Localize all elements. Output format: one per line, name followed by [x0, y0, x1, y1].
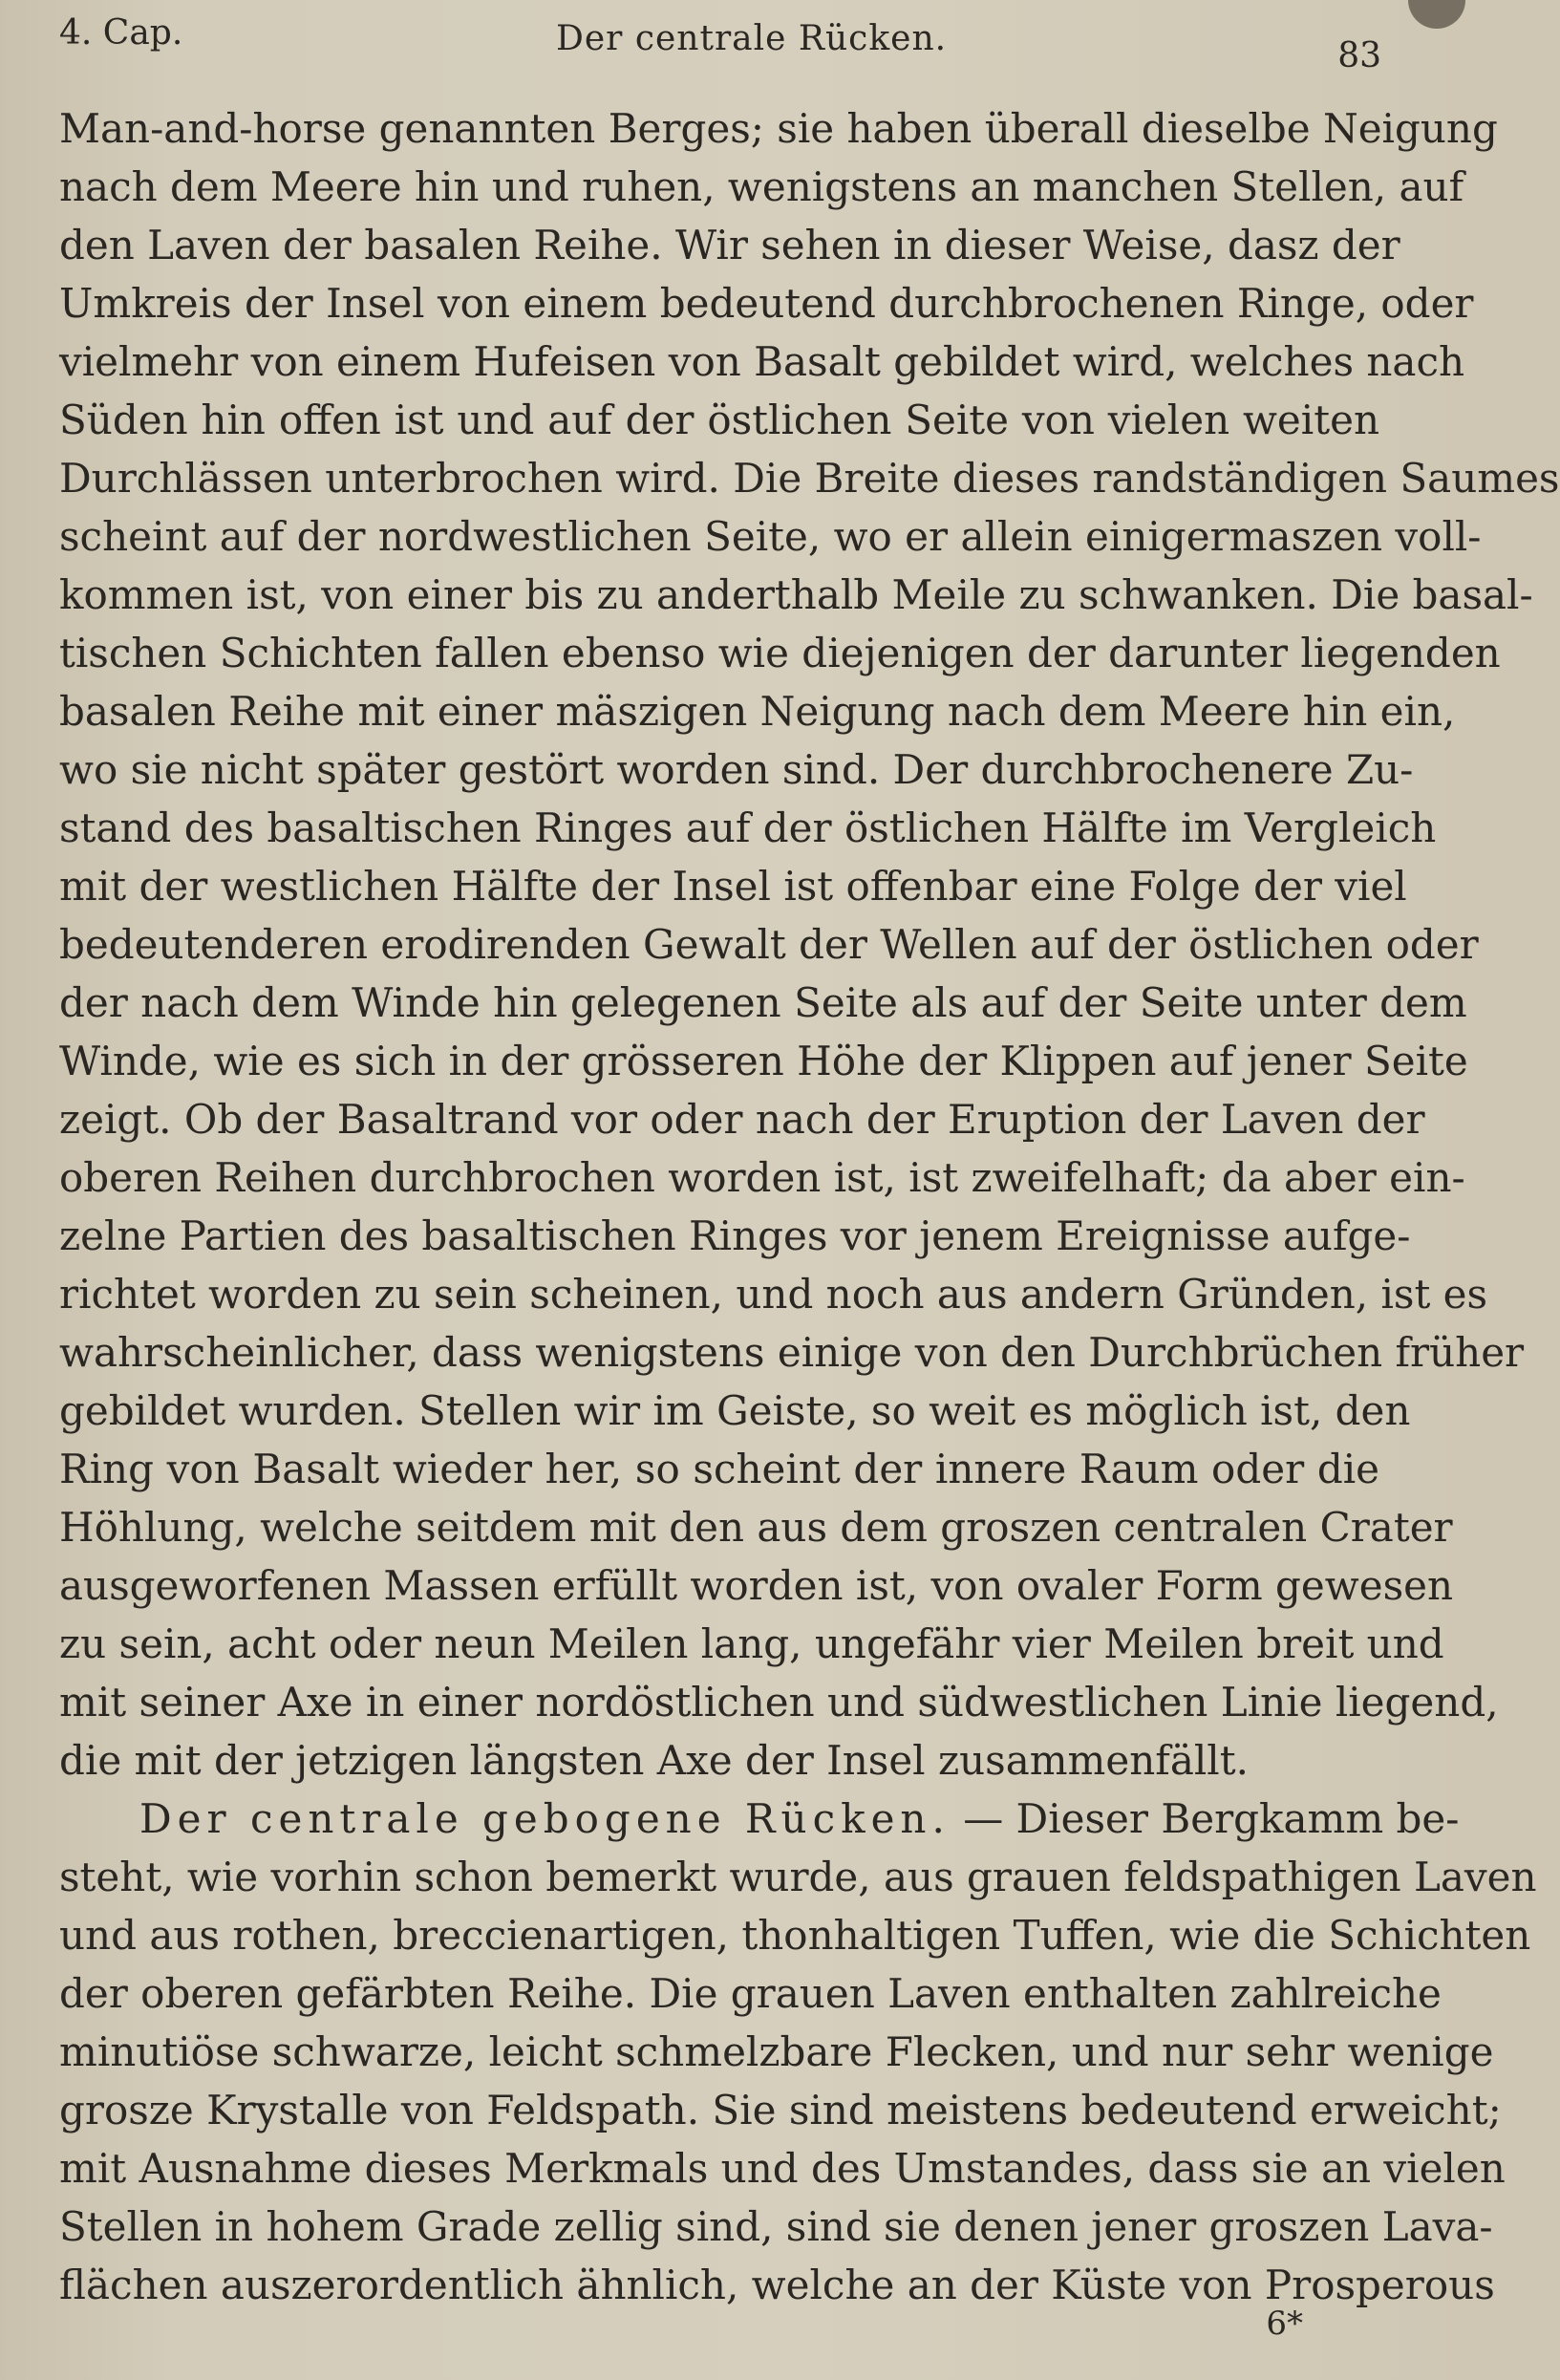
text-line: tischen Schichten fallen ebenso wie diejenigen der darunter liegenden [59, 630, 1501, 676]
section-heading: Der centrale gebogene Rücken. [139, 1795, 951, 1842]
text-line: die mit der jetzigen längsten Axe der Insel zusammenfällt. [59, 1737, 1249, 1784]
text-line: ausgeworfenen Massen erfüllt worden ist, von ovaler Form gewesen [59, 1562, 1454, 1609]
text-line: flächen auszerordentlich ähnlich, welche an der Küste von Prosperous [59, 2262, 1495, 2308]
text-line: oberen Reihen durchbrochen worden ist, ist zweifelhaft; da aber ein- [59, 1154, 1465, 1201]
running-header [59, 13, 1381, 75]
text-line: basalen Reihe mit einer mäszigen Neigung nach dem Meere hin ein, [59, 688, 1456, 735]
page-number: 83 [1337, 36, 1381, 75]
text-line: mit der westlichen Hälfte der Insel ist offenbar eine Folge der viel [59, 863, 1407, 910]
text-line: mit Ausnahme dieses Merkmals und des Umstandes, dass sie an vielen [59, 2145, 1506, 2192]
text-line: steht, wie vorhin schon bemerkt wurde, aus grauen feldspathigen Laven [59, 1854, 1537, 1900]
text-line: den Laven der basalen Reihe. Wir sehen in dieser Weise, dasz der [59, 222, 1400, 268]
text-line: und aus rothen, breccienartigen, thonhaltigen Tuffen, wie die Schichten [59, 1912, 1531, 1959]
text-line: Stellen in hohem Grade zellig sind, sind sie denen jener groszen Lava- [59, 2203, 1493, 2250]
text-line: Süden hin offen ist und auf der östlichen Seite von vielen weiten [59, 397, 1379, 443]
section-lead-text: — Dieser Bergkamm be- [950, 1795, 1460, 1842]
text-line: der nach dem Winde hin gelegenen Seite als auf der Seite unter dem [59, 979, 1467, 1026]
signature-mark: 6* [1266, 2305, 1303, 2343]
text-line: Winde, wie es sich in der grösseren Höhe der Klippen auf jener Seite [59, 1038, 1468, 1084]
text-line: vielmehr von einem Hufeisen von Basalt gebildet wird, welches nach [59, 338, 1465, 385]
text-line: zelne Partien des basaltischen Ringes vor jenem Ereignisse aufge- [59, 1212, 1411, 1259]
text-line: grosze Krystalle von Feldspath. Sie sind meistens bedeutend erweicht; [59, 2087, 1502, 2133]
text-line: Umkreis der Insel von einem bedeutend durchbrochenen Ringe, oder [59, 280, 1474, 327]
text-line: Man-and-horse genannten Berges; sie haben überall dieselbe Neigung [59, 105, 1498, 152]
text-line: der oberen gefärbten Reihe. Die grauen Laven enthalten zahlreiche [59, 1970, 1442, 2017]
text-line: wo sie nicht später gestört worden sind. Der durchbrochenere Zu- [59, 746, 1414, 793]
text-line: wahrscheinlicher, dass wenigstens einige von den Durchbrüchen früher [59, 1329, 1525, 1376]
text-line: Höhlung, welche seitdem mit den aus dem groszen centralen Crater [59, 1504, 1453, 1551]
text-line: richtet worden zu sein scheinen, und noch aus andern Gründen, ist es [59, 1271, 1488, 1318]
text-line: mit seiner Axe in einer nordöstlichen und südwestlichen Linie liegend, [59, 1679, 1499, 1726]
text-line: gebildet wurden. Stellen wir im Geiste, so weit es möglich ist, den [59, 1387, 1411, 1434]
text-body [59, 99, 1560, 2314]
text-line: kommen ist, von einer bis zu anderthalb Meile zu schwanken. Die basal- [59, 571, 1533, 618]
running-title: Der centrale Rücken. [556, 19, 948, 58]
text-line: bedeutenderen erodirenden Gewalt der Wellen auf der östlichen oder [59, 921, 1479, 968]
chapter-label: 4. Cap. [59, 13, 183, 53]
text-line: Durchlässen unterbrochen wird. Die Breite dieses randständigen Saumes [59, 455, 1560, 502]
section-first-line [59, 1790, 1460, 1848]
text-line: scheint auf der nordwestlichen Seite, wo er allein einigermaszen voll- [59, 513, 1482, 560]
text-line: zeigt. Ob der Basaltrand vor oder nach der Eruption der Laven der [59, 1096, 1425, 1143]
text-line: minutiöse schwarze, leicht schmelzbare Flecken, und nur sehr wenige [59, 2028, 1494, 2075]
text-line: nach dem Meere hin und ruhen, wenigstens an manchen Stellen, auf [59, 163, 1464, 210]
text-line: zu sein, acht oder neun Meilen lang, ungefähr vier Meilen breit und [59, 1620, 1444, 1667]
text-line: Ring von Basalt wieder her, so scheint der innere Raum oder die [59, 1446, 1379, 1492]
text-line: stand des basaltischen Ringes auf der östlichen Hälfte im Vergleich [59, 804, 1437, 851]
